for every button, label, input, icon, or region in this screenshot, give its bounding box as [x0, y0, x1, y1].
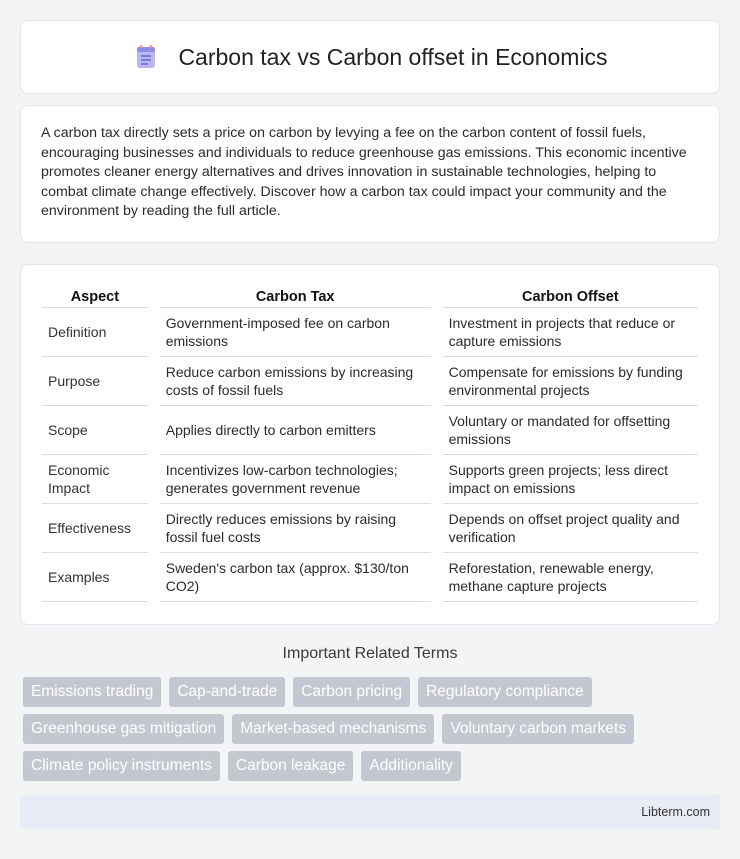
- comparison-table: [42, 285, 698, 602]
- cell-carbon-offset: Compensate for emissions by funding environmental projects: [443, 357, 698, 406]
- intro-paragraph: A carbon tax directly sets a price on carbon by levying a fee on the carbon content of fossil fuels, encouraging businesses and individuals to reduce greenhouse gas emissions. This economic incentive promotes cleaner energy alternatives and drives innovation in sustainable technologies, helping to combat climate change effectively. Discover how a carbon tax could impact your community and the environment by reading the full article.: [41, 125, 687, 219]
- cell-aspect: Effectiveness: [42, 504, 148, 553]
- cell-carbon-offset: Depends on offset project quality and verification: [443, 504, 698, 553]
- related-term-tag[interactable]: Emissions trading: [23, 677, 161, 707]
- cell-carbon-offset: Reforestation, renewable energy, methane capture projects: [443, 553, 698, 602]
- cell-carbon-tax: Government-imposed fee on carbon emissions: [160, 308, 431, 357]
- cell-carbon-tax: Sweden's carbon tax (approx. $130/ton CO2): [160, 553, 431, 602]
- footer: [20, 795, 720, 829]
- related-term-tag[interactable]: Market-based mechanisms: [232, 714, 434, 744]
- related-terms-list: [23, 677, 723, 788]
- intro-card: [20, 105, 720, 243]
- related-term-tag[interactable]: Regulatory compliance: [418, 677, 592, 707]
- cell-carbon-tax: Directly reduces emissions by raising fossil fuel costs: [160, 504, 431, 553]
- header-carbon-tax: Carbon Tax: [160, 285, 431, 308]
- related-term-tag[interactable]: Voluntary carbon markets: [442, 714, 634, 744]
- related-term-tag[interactable]: Greenhouse gas mitigation: [23, 714, 224, 744]
- footer-site-link[interactable]: Libterm.com: [641, 805, 710, 819]
- table-row: [42, 553, 698, 602]
- cell-carbon-offset: Investment in projects that reduce or capture emissions: [443, 308, 698, 357]
- related-term-tag[interactable]: Carbon leakage: [228, 751, 353, 781]
- header-aspect: Aspect: [42, 285, 148, 308]
- header-carbon-offset: Carbon Offset: [443, 285, 698, 308]
- title-card: [20, 20, 720, 94]
- comparison-card: [20, 264, 720, 625]
- cell-aspect: Definition: [42, 308, 148, 357]
- related-terms-title: Important Related Terms: [282, 645, 458, 662]
- cell-aspect: Examples: [42, 553, 148, 602]
- cell-carbon-tax: Incentivizes low-carbon technologies; generates government revenue: [160, 455, 431, 504]
- cell-aspect: Scope: [42, 406, 148, 455]
- cell-carbon-offset: Voluntary or mandated for offsetting emissions: [443, 406, 698, 455]
- page-title: Carbon tax vs Carbon offset in Economics: [178, 43, 608, 70]
- cell-carbon-offset: Supports green projects; less direct impact on emissions: [443, 455, 698, 504]
- table-row: [42, 406, 698, 455]
- related-term-tag[interactable]: Climate policy instruments: [23, 751, 220, 781]
- related-term-tag[interactable]: Additionality: [361, 751, 461, 781]
- related-term-tag[interactable]: Carbon pricing: [293, 677, 410, 707]
- cell-carbon-tax: Applies directly to carbon emitters: [160, 406, 431, 455]
- cell-aspect: Economic Impact: [42, 455, 148, 504]
- table-header-row: [42, 285, 698, 308]
- table-row: [42, 504, 698, 553]
- table-row: [42, 455, 698, 504]
- document-list-icon: [132, 43, 160, 71]
- table-row: [42, 357, 698, 406]
- related-term-tag[interactable]: Cap-and-trade: [169, 677, 285, 707]
- cell-carbon-tax: Reduce carbon emissions by increasing costs of fossil fuels: [160, 357, 431, 406]
- table-row: [42, 308, 698, 357]
- cell-aspect: Purpose: [42, 357, 148, 406]
